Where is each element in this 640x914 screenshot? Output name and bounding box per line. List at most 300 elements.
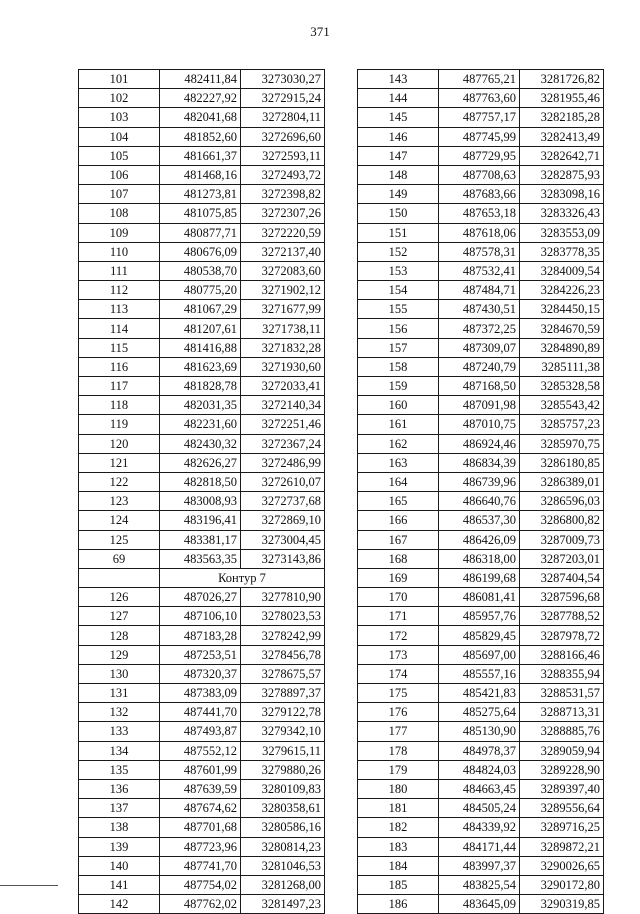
x-coordinate: 487741,70 — [160, 856, 241, 875]
table-row — [79, 856, 325, 875]
point-number: 114 — [79, 319, 160, 338]
point-number: 117 — [79, 377, 160, 396]
table-row — [358, 357, 604, 376]
x-coordinate: 487765,21 — [439, 70, 520, 89]
table-row — [79, 626, 325, 645]
y-coordinate: 3284890,89 — [520, 338, 604, 357]
y-coordinate: 3282185,28 — [520, 108, 604, 127]
point-number: 116 — [79, 357, 160, 376]
point-number: 118 — [79, 396, 160, 415]
point-number: 166 — [358, 511, 439, 530]
x-coordinate: 481852,60 — [160, 127, 241, 146]
x-coordinate: 485421,83 — [439, 684, 520, 703]
y-coordinate: 3272486,99 — [241, 453, 325, 472]
y-coordinate: 3284670,59 — [520, 319, 604, 338]
x-coordinate: 481661,37 — [160, 146, 241, 165]
point-number: 129 — [79, 645, 160, 664]
point-number: 127 — [79, 607, 160, 626]
point-number: 147 — [358, 146, 439, 165]
y-coordinate: 3290172,80 — [520, 875, 604, 894]
x-coordinate: 487674,62 — [160, 799, 241, 818]
table-row — [358, 530, 604, 549]
table-row — [358, 319, 604, 338]
point-number: 144 — [358, 89, 439, 108]
x-coordinate: 482411,84 — [160, 70, 241, 89]
point-number: 112 — [79, 281, 160, 300]
table-row — [358, 818, 604, 837]
table-row — [79, 703, 325, 722]
point-number: 178 — [358, 741, 439, 760]
x-coordinate: 483645,09 — [439, 895, 520, 914]
y-coordinate: 3280358,61 — [241, 799, 325, 818]
table-row — [79, 779, 325, 798]
table-row — [79, 165, 325, 184]
x-coordinate: 487253,51 — [160, 645, 241, 664]
table-row — [358, 856, 604, 875]
table-row — [358, 626, 604, 645]
table-row — [79, 530, 325, 549]
point-number: 173 — [358, 645, 439, 664]
table-row — [358, 70, 604, 89]
table-row — [79, 837, 325, 856]
x-coordinate: 485557,16 — [439, 664, 520, 683]
point-number: 159 — [358, 377, 439, 396]
y-coordinate: 3271738,11 — [241, 319, 325, 338]
y-coordinate: 3288885,76 — [520, 722, 604, 741]
point-number: 103 — [79, 108, 160, 127]
table-row — [358, 242, 604, 261]
y-coordinate: 3272398,82 — [241, 185, 325, 204]
point-number: 167 — [358, 530, 439, 549]
table-row — [358, 684, 604, 703]
point-number: 152 — [358, 242, 439, 261]
x-coordinate: 487383,09 — [160, 684, 241, 703]
point-number: 101 — [79, 70, 160, 89]
x-coordinate: 481075,85 — [160, 204, 241, 223]
x-coordinate: 486834,39 — [439, 453, 520, 472]
table-row — [79, 146, 325, 165]
point-number: 108 — [79, 204, 160, 223]
y-coordinate: 3286800,82 — [520, 511, 604, 530]
table-row — [358, 779, 604, 798]
y-coordinate: 3284226,23 — [520, 281, 604, 300]
y-coordinate: 3285111,38 — [520, 357, 604, 376]
point-number: 140 — [79, 856, 160, 875]
x-coordinate: 487309,07 — [439, 338, 520, 357]
table-row — [79, 645, 325, 664]
y-coordinate: 3272307,26 — [241, 204, 325, 223]
point-number: 126 — [79, 588, 160, 607]
y-coordinate: 3271832,28 — [241, 338, 325, 357]
point-number: 146 — [358, 127, 439, 146]
section-header-row — [79, 568, 325, 587]
table-row — [79, 588, 325, 607]
x-coordinate: 487441,70 — [160, 703, 241, 722]
point-number: 176 — [358, 703, 439, 722]
point-number: 172 — [358, 626, 439, 645]
x-coordinate: 485957,76 — [439, 607, 520, 626]
y-coordinate: 3284009,54 — [520, 261, 604, 280]
x-coordinate: 485130,90 — [439, 722, 520, 741]
section-title: Контур 7 — [160, 568, 325, 587]
point-number: 180 — [358, 779, 439, 798]
point-number: 113 — [79, 300, 160, 319]
x-coordinate: 483825,54 — [439, 875, 520, 894]
point-number: 102 — [79, 89, 160, 108]
point-number: 182 — [358, 818, 439, 837]
table-row — [79, 377, 325, 396]
x-coordinate: 485829,45 — [439, 626, 520, 645]
x-coordinate: 487372,25 — [439, 319, 520, 338]
x-coordinate: 487010,75 — [439, 415, 520, 434]
y-coordinate: 3287978,72 — [520, 626, 604, 645]
y-coordinate: 3272737,68 — [241, 492, 325, 511]
table-row — [79, 684, 325, 703]
point-number: 137 — [79, 799, 160, 818]
table-row — [358, 261, 604, 280]
y-coordinate: 3288531,57 — [520, 684, 604, 703]
y-coordinate: 3280586,16 — [241, 818, 325, 837]
table-row — [358, 492, 604, 511]
x-coordinate: 482231,60 — [160, 415, 241, 434]
x-coordinate: 485697,00 — [439, 645, 520, 664]
table-row — [358, 511, 604, 530]
point-number: 128 — [79, 626, 160, 645]
x-coordinate: 480538,70 — [160, 261, 241, 280]
point-number: 123 — [79, 492, 160, 511]
point-number: 148 — [358, 165, 439, 184]
x-coordinate: 484505,24 — [439, 799, 520, 818]
table-row — [79, 741, 325, 760]
point-number: 170 — [358, 588, 439, 607]
table-row — [358, 895, 604, 914]
table-row — [79, 799, 325, 818]
y-coordinate: 3289716,25 — [520, 818, 604, 837]
y-coordinate: 3272915,24 — [241, 89, 325, 108]
x-coordinate: 487653,18 — [439, 204, 520, 223]
x-coordinate: 483196,41 — [160, 511, 241, 530]
y-coordinate: 3289228,90 — [520, 760, 604, 779]
y-coordinate: 3279615,11 — [241, 741, 325, 760]
point-number: 155 — [358, 300, 439, 319]
y-coordinate: 3278897,37 — [241, 684, 325, 703]
x-coordinate: 482031,35 — [160, 396, 241, 415]
x-coordinate: 487683,66 — [439, 185, 520, 204]
point-number: 165 — [358, 492, 439, 511]
point-number: 177 — [358, 722, 439, 741]
point-number: 175 — [358, 684, 439, 703]
table-row — [358, 588, 604, 607]
y-coordinate: 3281955,46 — [520, 89, 604, 108]
point-number: 69 — [79, 549, 160, 568]
table-row — [358, 89, 604, 108]
x-coordinate: 483563,35 — [160, 549, 241, 568]
point-number: 184 — [358, 856, 439, 875]
y-coordinate: 3289059,94 — [520, 741, 604, 760]
y-coordinate: 3287404,54 — [520, 568, 604, 587]
point-number: 136 — [79, 779, 160, 798]
table-row — [358, 204, 604, 223]
x-coordinate: 483997,37 — [439, 856, 520, 875]
y-coordinate: 3287203,01 — [520, 549, 604, 568]
y-coordinate: 3279122,78 — [241, 703, 325, 722]
x-coordinate: 483008,93 — [160, 492, 241, 511]
table-row — [358, 127, 604, 146]
table-row — [79, 818, 325, 837]
y-coordinate: 3272251,46 — [241, 415, 325, 434]
point-number: 149 — [358, 185, 439, 204]
y-coordinate: 3280814,23 — [241, 837, 325, 856]
y-coordinate: 3285970,75 — [520, 434, 604, 453]
x-coordinate: 480676,09 — [160, 242, 241, 261]
table-row — [358, 338, 604, 357]
point-number: 164 — [358, 472, 439, 491]
point-number: 107 — [79, 185, 160, 204]
y-coordinate: 3272083,60 — [241, 261, 325, 280]
table-row — [358, 396, 604, 415]
x-coordinate: 486924,46 — [439, 434, 520, 453]
y-coordinate: 3272220,59 — [241, 223, 325, 242]
point-number: 153 — [358, 261, 439, 280]
table-row — [79, 185, 325, 204]
y-coordinate: 3279880,26 — [241, 760, 325, 779]
point-number: 133 — [79, 722, 160, 741]
y-coordinate: 3286596,03 — [520, 492, 604, 511]
y-coordinate: 3272696,60 — [241, 127, 325, 146]
y-coordinate: 3286389,01 — [520, 472, 604, 491]
y-coordinate: 3290026,65 — [520, 856, 604, 875]
x-coordinate: 487532,41 — [439, 261, 520, 280]
y-coordinate: 3288355,94 — [520, 664, 604, 683]
x-coordinate: 487745,99 — [439, 127, 520, 146]
x-coordinate: 481273,81 — [160, 185, 241, 204]
x-coordinate: 481468,16 — [160, 165, 241, 184]
table-row — [79, 492, 325, 511]
coordinates-table-right — [357, 69, 604, 914]
x-coordinate: 487026,27 — [160, 588, 241, 607]
table-row — [79, 319, 325, 338]
coordinates-table-right-body — [358, 70, 604, 914]
point-number: 134 — [79, 741, 160, 760]
table-row — [358, 453, 604, 472]
table-row — [358, 741, 604, 760]
table-row — [79, 875, 325, 894]
table-row — [358, 300, 604, 319]
table-row — [79, 511, 325, 530]
x-coordinate: 486199,68 — [439, 568, 520, 587]
table-row — [79, 472, 325, 491]
y-coordinate: 3285328,58 — [520, 377, 604, 396]
table-row — [358, 645, 604, 664]
point-number: 130 — [79, 664, 160, 683]
x-coordinate: 481207,61 — [160, 319, 241, 338]
point-number: 183 — [358, 837, 439, 856]
x-coordinate: 487701,68 — [160, 818, 241, 837]
table-row — [358, 434, 604, 453]
y-coordinate: 3281726,82 — [520, 70, 604, 89]
y-coordinate: 3285757,23 — [520, 415, 604, 434]
x-coordinate: 487091,98 — [439, 396, 520, 415]
point-number: 139 — [79, 837, 160, 856]
point-number: 110 — [79, 242, 160, 261]
y-coordinate: 3283778,35 — [520, 242, 604, 261]
point-number: 186 — [358, 895, 439, 914]
table-row — [79, 70, 325, 89]
point-number: 163 — [358, 453, 439, 472]
y-coordinate: 3271902,12 — [241, 281, 325, 300]
point-number: 162 — [358, 434, 439, 453]
y-coordinate: 3283553,09 — [520, 223, 604, 242]
y-coordinate: 3289397,40 — [520, 779, 604, 798]
y-coordinate: 3285543,42 — [520, 396, 604, 415]
x-coordinate: 487320,37 — [160, 664, 241, 683]
x-coordinate: 481828,78 — [160, 377, 241, 396]
point-number: 122 — [79, 472, 160, 491]
table-row — [358, 377, 604, 396]
y-coordinate: 3282642,71 — [520, 146, 604, 165]
x-coordinate: 482818,50 — [160, 472, 241, 491]
x-coordinate: 484171,44 — [439, 837, 520, 856]
y-coordinate: 3271930,60 — [241, 357, 325, 376]
point-number: 161 — [358, 415, 439, 434]
y-coordinate: 3282875,93 — [520, 165, 604, 184]
table-row — [79, 549, 325, 568]
table-row — [358, 607, 604, 626]
y-coordinate: 3272610,07 — [241, 472, 325, 491]
x-coordinate: 487723,96 — [160, 837, 241, 856]
x-coordinate: 486739,96 — [439, 472, 520, 491]
x-coordinate: 486426,09 — [439, 530, 520, 549]
point-number: 104 — [79, 127, 160, 146]
y-coordinate: 3281497,23 — [241, 895, 325, 914]
table-row — [79, 357, 325, 376]
x-coordinate: 486318,00 — [439, 549, 520, 568]
y-coordinate: 3283098,16 — [520, 185, 604, 204]
y-coordinate: 3287596,68 — [520, 588, 604, 607]
x-coordinate: 487106,10 — [160, 607, 241, 626]
x-coordinate: 481623,69 — [160, 357, 241, 376]
table-row — [79, 760, 325, 779]
x-coordinate: 487757,17 — [439, 108, 520, 127]
x-coordinate: 487578,31 — [439, 242, 520, 261]
point-number: 169 — [358, 568, 439, 587]
x-coordinate: 481067,29 — [160, 300, 241, 319]
table-row — [358, 722, 604, 741]
x-coordinate: 483381,17 — [160, 530, 241, 549]
y-coordinate: 3282413,49 — [520, 127, 604, 146]
table-row — [79, 242, 325, 261]
point-number: 157 — [358, 338, 439, 357]
x-coordinate: 481416,88 — [160, 338, 241, 357]
x-coordinate: 484978,37 — [439, 741, 520, 760]
y-coordinate: 3281046,53 — [241, 856, 325, 875]
x-coordinate: 487183,28 — [160, 626, 241, 645]
table-row — [79, 281, 325, 300]
x-coordinate: 487552,12 — [160, 741, 241, 760]
y-coordinate: 3273143,86 — [241, 549, 325, 568]
x-coordinate: 486081,41 — [439, 588, 520, 607]
table-row — [358, 472, 604, 491]
point-number: 150 — [358, 204, 439, 223]
x-coordinate: 487493,87 — [160, 722, 241, 741]
table-row — [358, 703, 604, 722]
table-row — [358, 185, 604, 204]
y-coordinate: 3272367,24 — [241, 434, 325, 453]
table-row — [358, 165, 604, 184]
y-coordinate: 3272804,11 — [241, 108, 325, 127]
table-row — [79, 261, 325, 280]
y-coordinate: 3284450,15 — [520, 300, 604, 319]
table-row — [79, 434, 325, 453]
y-coordinate: 3281268,00 — [241, 875, 325, 894]
table-row — [79, 89, 325, 108]
table-row — [358, 799, 604, 818]
y-coordinate: 3278242,99 — [241, 626, 325, 645]
point-number: 111 — [79, 261, 160, 280]
y-coordinate: 3272493,72 — [241, 165, 325, 184]
point-number: 154 — [358, 281, 439, 300]
table-row — [79, 300, 325, 319]
point-number: 119 — [79, 415, 160, 434]
y-coordinate: 3289872,21 — [520, 837, 604, 856]
y-coordinate: 3273004,45 — [241, 530, 325, 549]
table-row — [79, 108, 325, 127]
point-number: 179 — [358, 760, 439, 779]
y-coordinate: 3279342,10 — [241, 722, 325, 741]
table-row — [79, 607, 325, 626]
y-coordinate: 3273030,27 — [241, 70, 325, 89]
y-coordinate: 3280109,83 — [241, 779, 325, 798]
y-coordinate: 3287788,52 — [520, 607, 604, 626]
y-coordinate: 3272033,41 — [241, 377, 325, 396]
x-coordinate: 480775,20 — [160, 281, 241, 300]
point-number: 143 — [358, 70, 439, 89]
y-coordinate: 3288713,31 — [520, 703, 604, 722]
coordinates-table-left-body — [79, 70, 325, 914]
table-row — [79, 453, 325, 472]
table-row — [79, 415, 325, 434]
x-coordinate: 487601,99 — [160, 760, 241, 779]
point-number: 158 — [358, 357, 439, 376]
point-number: 181 — [358, 799, 439, 818]
point-number: 138 — [79, 818, 160, 837]
y-coordinate: 3278023,53 — [241, 607, 325, 626]
point-number: 105 — [79, 146, 160, 165]
x-coordinate: 487708,63 — [439, 165, 520, 184]
point-number: 151 — [358, 223, 439, 242]
table-row — [358, 108, 604, 127]
y-coordinate: 3286180,85 — [520, 453, 604, 472]
point-number: 120 — [79, 434, 160, 453]
y-coordinate: 3288166,46 — [520, 645, 604, 664]
x-coordinate: 487484,71 — [439, 281, 520, 300]
x-coordinate: 482430,32 — [160, 434, 241, 453]
point-number: 121 — [79, 453, 160, 472]
page-number: 371 — [310, 24, 330, 39]
y-coordinate: 3290319,85 — [520, 895, 604, 914]
point-number: 124 — [79, 511, 160, 530]
y-coordinate: 3272137,40 — [241, 242, 325, 261]
x-coordinate: 487618,06 — [439, 223, 520, 242]
point-number: 132 — [79, 703, 160, 722]
coordinates-table-left — [78, 69, 325, 914]
table-row — [358, 568, 604, 587]
y-coordinate: 3278675,57 — [241, 664, 325, 683]
table-row — [79, 338, 325, 357]
x-coordinate: 484339,92 — [439, 818, 520, 837]
y-coordinate: 3272140,34 — [241, 396, 325, 415]
x-coordinate: 482626,27 — [160, 453, 241, 472]
